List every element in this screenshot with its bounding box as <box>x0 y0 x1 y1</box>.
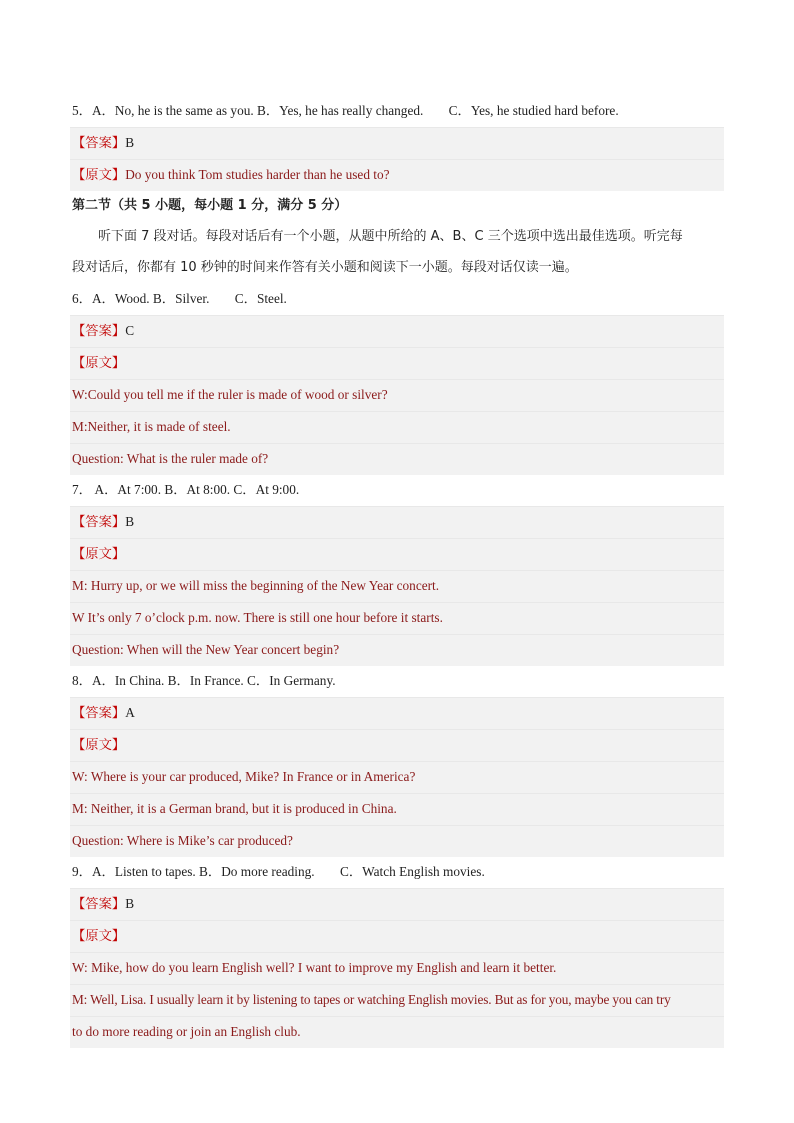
q7-dialog-line: M: Hurry up, or we will miss the beginning of the New Year concert. <box>70 570 724 602</box>
q6-dialog-line: W:Could you tell me if the ruler is made of wood or silver? <box>70 379 724 411</box>
q7-dialog-line: W It’s only 7 o’clock p.m. now. There is still one hour before it starts. <box>70 602 724 634</box>
q8-dialog-line: Question: Where is Mike’s car produced? <box>70 825 724 857</box>
q6-dialog-line: M:Neither, it is made of steel. <box>70 411 724 443</box>
source-label: 【原文】 <box>72 737 126 752</box>
answer-value: B <box>125 135 135 150</box>
section-2-instructions-line-1: 听下面 7 段对话。每段对话后有一个小题，从题中所给的 A、B、C 三个选项中选出最佳选项。听完每 <box>98 229 683 244</box>
answer-label: 【答案】 <box>72 896 126 911</box>
q9-source-label-row <box>70 920 724 952</box>
q6-source-label-row <box>70 347 724 379</box>
source-label: 【原文】 <box>72 546 126 561</box>
q9-answer-row <box>70 888 724 920</box>
q6-option-c: C．Steel. <box>234 291 287 306</box>
source-label: 【原文】 <box>72 355 126 370</box>
q8-answer-row <box>70 697 724 729</box>
answer-value: B <box>125 896 135 911</box>
source-label: 【原文】 <box>72 167 126 182</box>
q7-dialog-line: Question: When will the New Year concert begin? <box>70 634 724 666</box>
q6-answer-row <box>70 315 724 347</box>
q9-options-ab: 9．A．Listen to tapes. B．Do more reading. <box>72 864 315 879</box>
question-9-options <box>70 857 724 888</box>
q8-dialog-line: W: Where is your car produced, Mike? In France or in America? <box>70 761 724 793</box>
q9-dialog-line: M: Well, Lisa. I usually learn it by listening to tapes or watching English movies. But as for you, maybe you can try <box>70 984 724 1016</box>
q5-answer-row <box>70 127 724 159</box>
q8-dialog-line: M: Neither, it is a German brand, but it is produced in China. <box>70 793 724 825</box>
q9-dialog-line: to do more reading or join an English club. <box>70 1016 724 1048</box>
answer-label: 【答案】 <box>72 514 126 529</box>
answer-label: 【答案】 <box>72 135 126 150</box>
section-2-instructions-line-2: 段对话后，你都有 10 秒钟的时间来作答有关小题和阅读下一小题。每段对话仅读一遍。 <box>72 260 578 275</box>
question-6-options <box>70 284 724 315</box>
q8-source-label-row <box>70 729 724 761</box>
question-7-options: 7． A．At 7:00. B．At 8:00. C．At 9:00. <box>72 482 300 497</box>
q5-option-c: C．Yes, he studied hard before. <box>448 103 619 118</box>
q9-option-c: C．Watch English movies. <box>339 864 485 879</box>
source-label: 【原文】 <box>72 928 126 943</box>
q5-source-row <box>70 159 724 191</box>
q7-answer-row <box>70 506 724 538</box>
q9-dialog-line: W: Mike, how do you learn English well? I want to improve my English and learn it better. <box>70 952 724 984</box>
exam-page <box>70 96 724 1048</box>
question-8-options: 8．A．In China. B．In France. C．In Germany. <box>72 673 336 688</box>
answer-value: B <box>125 514 135 529</box>
q6-options-ab: 6．A．Wood. B．Silver. <box>72 291 210 306</box>
question-5-options <box>70 96 724 127</box>
answer-label: 【答案】 <box>72 705 126 720</box>
section-2-title: 第二节（共 5 小题，每小题 1 分，满分 5 分） <box>72 198 348 213</box>
q6-dialog-line: Question: What is the ruler made of? <box>70 443 724 475</box>
q7-source-label-row <box>70 538 724 570</box>
source-text: Do you think Tom studies harder than he used to? <box>125 167 390 182</box>
answer-label: 【答案】 <box>72 323 126 338</box>
answer-value: C <box>125 323 135 338</box>
answer-value: A <box>125 705 135 720</box>
q5-options-ab: 5．A．No, he is the same as you. B．Yes, he has really changed. <box>72 103 424 118</box>
